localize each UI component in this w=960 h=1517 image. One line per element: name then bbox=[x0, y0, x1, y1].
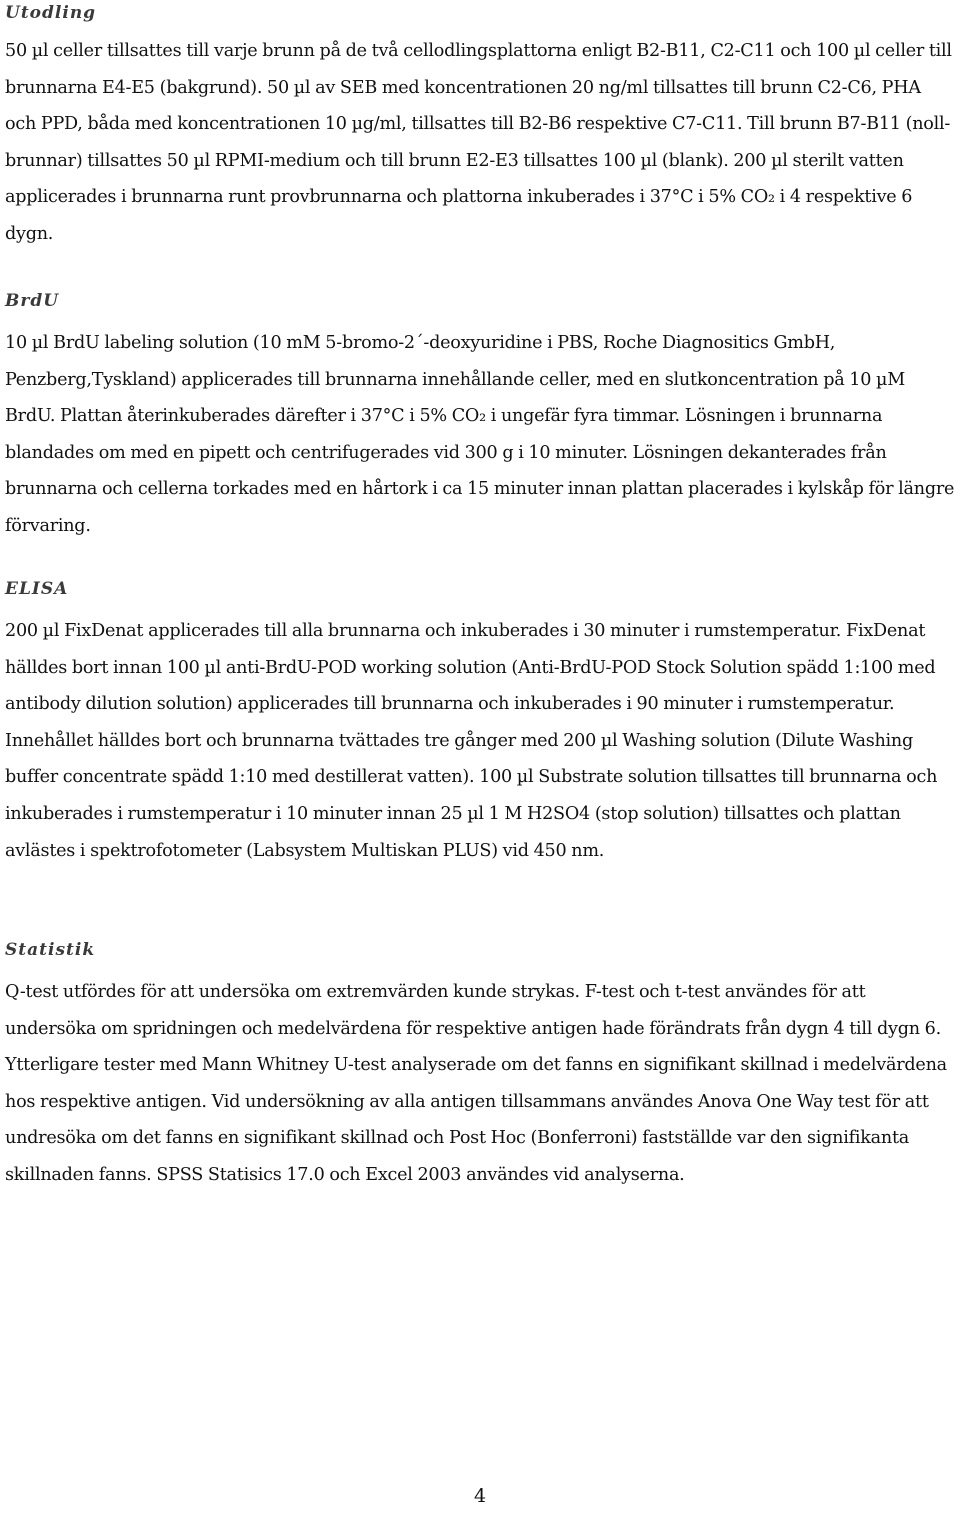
section-elisa bbox=[5, 576, 955, 869]
section-utodling bbox=[5, 0, 955, 253]
section-body-brdu: 10 µl BrdU labeling solution (10 mM 5-bromo-2´-deoxyuridine i PBS, Roche Diagnositics GmbH, Penzberg,Tyskland) applicerades till brunnarna innehållande celler, med en slutkoncentration på 10 µM BrdU. Plattan återinkuberades därefter i 37°C i 5% CO₂ i ungefär fyra timmar. Lösningen i brunnarna blandades om med en pipett och centrifugerades vid 300 g i 10 minuter. Lösningen dekanterades från brunnarna och cellerna torkades med en hårtork i ca 15 minuter innan plattan placerades i kylskåp för längre förvaring. bbox=[5, 333, 955, 536]
section-statistik bbox=[5, 937, 955, 1194]
section-heading-statistik: Statistik bbox=[5, 940, 96, 960]
section-brdu bbox=[5, 288, 955, 545]
section-body-elisa: 200 µl FixDenat applicerades till alla brunnarna och inkuberades i 30 minuter i rumstemperatur. FixDenat hälldes bort innan 100 µl anti-BrdU-POD working solution (Anti-BrdU-POD Stock Solution spädd 1:100 med antibody dilution solution) applicerades till brunnarna och inkuberades i 90 minuter i rumstemperatur. Innehållet hälldes bort och brunnarna tvättades tre gånger med 200 µl Washing solution (Dilute Washing buffer concentrate spädd 1:10 med destillerat vatten). 100 µl Substrate solution tillsattes till brunnarna och inkuberades i rumstemperatur i 10 minuter innan 25 µl 1 M H2SO4 (stop solution) tillsattes och plattan avlästes i spektrofotometer (Labsystem Multiskan PLUS) vid 450 nm. bbox=[5, 621, 938, 861]
page-number: 4 bbox=[473, 1485, 487, 1507]
section-heading-brdu: BrdU bbox=[5, 291, 60, 311]
section-body-statistik: Q-test utfördes för att undersöka om extremvärden kunde strykas. F-test och t-test användes för att undersöka om spridningen och medelvärdena för respektive antigen hade förändrats från dygn 4 till dygn 6. Ytterligare tester med Mann Whitney U-test analyserade om det fanns en signifikant skillnad i medelvärdena hos respektive antigen. Vid undersökning av alla antigen tillsammans användes Anova One Way test för att undresöka om det fanns en signifikant skillnad och Post Hoc (Bonferroni) fastställde var den signifikanta skillnaden fanns. SPSS Statisics 17.0 och Excel 2003 användes vid analyserna. bbox=[5, 982, 947, 1185]
section-body-utodling: 50 µl celler tillsattes till varje brunn på de två cellodlingsplattorna enligt B2-B11, C2-C11 och 100 µl celler till brunnarna E4-E5 (bakgrund). 50 µl av SEB med koncentrationen 20 ng/ml tillsattes till brunn C2-C6, PHA och PPD, båda med koncentrationen 10 µg/ml, tillsattes till B2-B6 respektive C7-C11. Till brunn B7-B11 (noll-brunnar) tillsattes 50 µl RPMI-medium och till brunn E2-E3 tillsattes 100 µl (blank). 200 µl sterilt vatten applicerades i brunnarna runt provbrunnarna och plattorna inkuberades i 37°C i 5% CO₂ i 4 respektive 6 dygn. bbox=[5, 41, 952, 244]
section-heading-utodling: Utodling bbox=[5, 3, 97, 23]
section-heading-elisa: ELISA bbox=[5, 579, 69, 599]
